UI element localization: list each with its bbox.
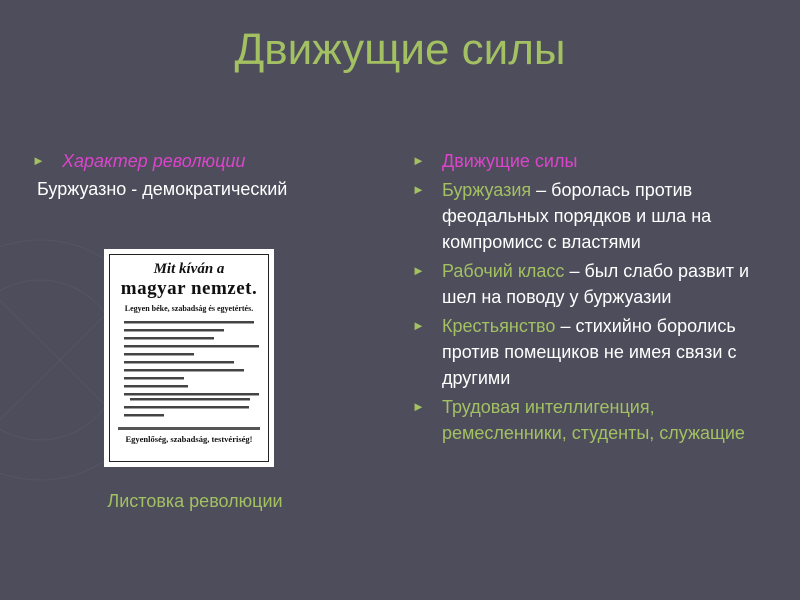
right-bullet-item bbox=[412, 313, 782, 391]
bullet-text bbox=[442, 258, 782, 310]
left-bullet-item bbox=[32, 148, 372, 174]
leaflet-divider bbox=[118, 427, 260, 430]
item-term: Рабочий класс bbox=[442, 261, 565, 281]
leaflet-line-2: magyar nemzet. bbox=[120, 278, 258, 299]
right-bullet-item bbox=[412, 394, 782, 446]
item-description: – стихийно боролись против помещиков не имея связи с другими bbox=[442, 316, 737, 388]
bullet-arrow-icon: ► bbox=[412, 182, 425, 197]
left-column bbox=[32, 148, 372, 202]
driving-forces-heading: Движущие силы bbox=[442, 151, 578, 171]
revolution-character-value: Буржуазно - демократический bbox=[37, 179, 288, 199]
bullet-arrow-icon: ► bbox=[412, 153, 425, 168]
slide-title: Движущие силы bbox=[234, 25, 566, 74]
item-term: Крестьянство bbox=[442, 316, 556, 336]
item-term: Буржуазия bbox=[442, 180, 532, 200]
item-term: Трудовая интеллигенция, ремесленники, студенты, служащие bbox=[442, 397, 745, 443]
right-bullet-item bbox=[412, 258, 782, 310]
revolution-character-heading: Характер революции bbox=[62, 151, 246, 171]
leaflet-caption: Листовка революции bbox=[107, 491, 283, 511]
revolution-leaflet-image bbox=[104, 249, 274, 467]
leaflet-text-lines bbox=[118, 319, 268, 419]
bullet-text bbox=[442, 177, 782, 255]
bullet-arrow-icon: ► bbox=[412, 318, 425, 333]
bullet-arrow-icon: ► bbox=[412, 263, 425, 278]
leaflet-page bbox=[109, 254, 269, 462]
bullet-arrow-icon: ► bbox=[412, 399, 425, 414]
bullet-text bbox=[442, 313, 782, 391]
item-description: – был слабо развит и шел на поводу у буржуазии bbox=[442, 261, 750, 307]
leaflet-line-3: Legyen béke, szabadság és egyetértés. bbox=[124, 304, 254, 313]
right-bullet-item bbox=[412, 177, 782, 255]
bullet-arrow-icon: ► bbox=[32, 153, 45, 168]
leaflet-line-1: Mit kíván a bbox=[153, 261, 225, 277]
leaflet-line-4: Egyenlőség, szabadság, testvériség! bbox=[125, 434, 253, 444]
right-column bbox=[412, 148, 782, 449]
bullet-text bbox=[442, 394, 782, 446]
item-description: – боролась против феодальных порядков и шла на компромисс с властями bbox=[442, 180, 712, 252]
right-bullet-heading bbox=[412, 148, 782, 174]
